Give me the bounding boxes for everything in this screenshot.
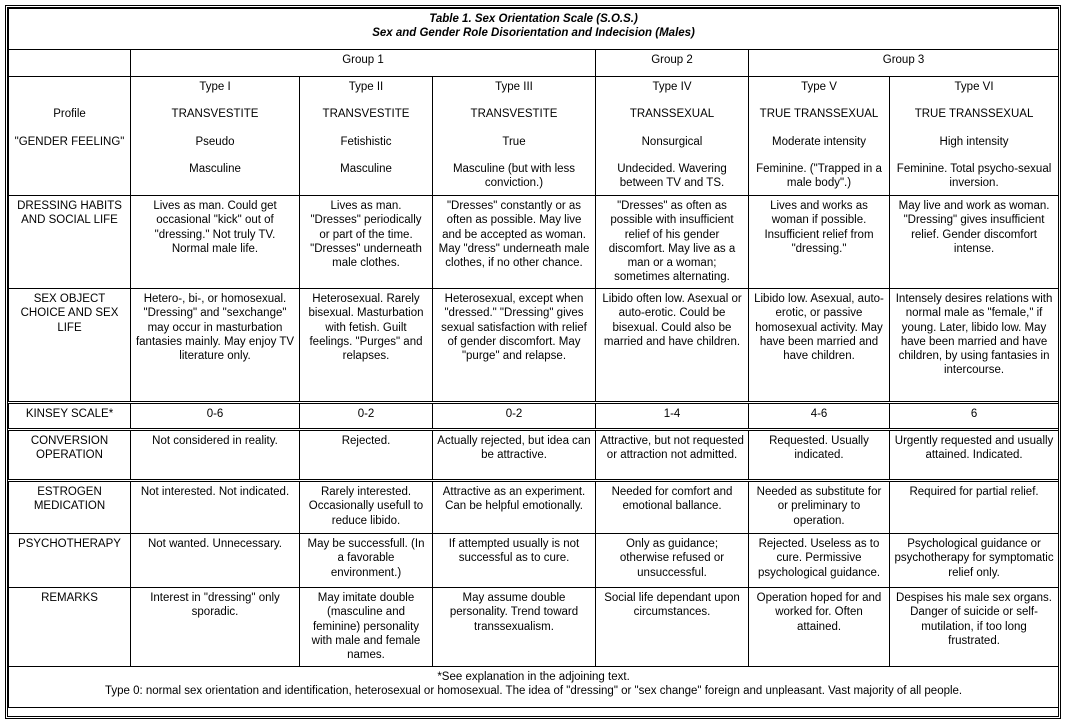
cell-estrogen-type-3: Attractive as an experiment. Can be helpful emotionally. — [433, 481, 596, 534]
profile-cell-type-1 — [131, 77, 300, 196]
cell-dressing-type-6: May live and work as woman. "Dressing" gives insufficient relief. Gender discomfort intense. — [890, 196, 1059, 289]
cell-kinsey-type-6: 6 — [890, 403, 1059, 430]
type-category: TRUE TRANSSEXUAL — [759, 108, 879, 121]
cell-sexobj-type-5: Libido low. Asexual, auto-erotic, or passive homosexual activity. May have been married and have children. — [749, 289, 890, 403]
type-name: Type III — [495, 81, 533, 93]
group-2-header: Group 2 — [596, 50, 749, 77]
cell-kinsey-type-2: 0-2 — [300, 403, 433, 430]
profile-label-line2: "GENDER FEELING" — [14, 136, 125, 149]
type-category: TRANSVESTITE — [470, 108, 558, 121]
profile-label-line1: Profile — [53, 108, 86, 120]
cell-remarks-type-2: May imitate double (masculine and feminine) personality with male and female names. — [300, 588, 433, 667]
profile-cell-type-6 — [890, 77, 1059, 196]
type-name: Type I — [199, 81, 231, 93]
row-label-profile — [9, 77, 131, 196]
type-subtype: True — [502, 135, 526, 148]
cell-dressing-type-1: Lives as man. Could get occasional "kick" out of "dressing." Not truly TV. Normal male life. — [131, 196, 300, 289]
type-category: TRANSVESTITE — [322, 108, 410, 121]
row-label-dressing-habits: DRESSING HABITS AND SOCIAL LIFE — [9, 196, 131, 289]
row-label-remarks: REMARKS — [9, 588, 131, 667]
cell-kinsey-type-3: 0-2 — [433, 403, 596, 430]
type-description: Masculine — [340, 162, 392, 175]
footnote-line-2: Type 0: normal sex orientation and identification, heterosexual or homosexual. The idea of "dressing" or "sex change" foreign and unpleasant. Vast majority of all people. — [104, 685, 963, 698]
footnote-line-1: *See explanation in the adjoining text. — [437, 671, 630, 683]
type-subtype: Moderate intensity — [772, 135, 866, 148]
table-row-sex-object — [9, 289, 1059, 403]
cell-sexobj-type-2: Heterosexual. Rarely bisexual. Masturbation with fetish. Guilt feelings. "Purges" and relapses. — [300, 289, 433, 403]
table-outer-frame — [5, 5, 1061, 719]
type-description: Undecided. Wavering between TV and TS. — [617, 162, 727, 189]
type-description: Masculine (but with less conviction.) — [452, 162, 576, 189]
cell-estrogen-type-5: Needed as substitute for or preliminary to operation. — [749, 481, 890, 534]
cell-remarks-type-6: Despises his male sex organs. Danger of suicide or self-mutilation, if too long frustrated. — [890, 588, 1059, 667]
cell-remarks-type-1: Interest in "dressing" only sporadic. — [131, 588, 300, 667]
cell-psycho-type-5: Rejected. Useless as to cure. Permissive psychological guidance. — [749, 534, 890, 588]
table-title — [9, 9, 1059, 50]
type-description: Feminine. Total psycho-sexual inversion. — [896, 162, 1052, 189]
cell-kinsey-type-5: 4-6 — [749, 403, 890, 430]
group-header-row — [9, 50, 1059, 77]
type-name: Type VI — [954, 81, 994, 93]
profile-cell-type-5 — [749, 77, 890, 196]
type-description: Masculine — [189, 162, 241, 175]
type-category: TRANSSEXUAL — [629, 108, 715, 121]
profile-cell-type-3 — [433, 77, 596, 196]
type-subtype: Pseudo — [195, 135, 235, 148]
cell-kinsey-type-1: 0-6 — [131, 403, 300, 430]
cell-estrogen-type-2: Rarely interested. Occasionally usefull to reduce libido. — [300, 481, 433, 534]
type-category: TRANSVESTITE — [171, 108, 259, 121]
cell-estrogen-type-1: Not interested. Not indicated. — [131, 481, 300, 534]
cell-remarks-type-3: May assume double personality. Trend toward transsexualism. — [433, 588, 596, 667]
type-category: TRUE TRANSSEXUAL — [914, 108, 1034, 121]
cell-psycho-type-4: Only as guidance; otherwise refused or unsuccessful. — [596, 534, 749, 588]
table-row-kinsey-scale — [9, 403, 1059, 430]
type-name: Type II — [348, 81, 384, 93]
cell-remarks-type-5: Operation hoped for and worked for. Often attained. — [749, 588, 890, 667]
cell-kinsey-type-4: 1-4 — [596, 403, 749, 430]
sos-table — [8, 8, 1059, 708]
footnote-row — [9, 667, 1059, 708]
cell-conversion-type-5: Requested. Usually indicated. — [749, 430, 890, 481]
cell-dressing-type-4: "Dresses" as often as possible with insufficient relief of his gender discomfort. May live as a man or a woman; sometimes alternating. — [596, 196, 749, 289]
cell-conversion-type-1: Not considered in reality. — [131, 430, 300, 481]
cell-dressing-type-3: "Dresses" constantly or as often as possible. May live and be accepted as woman. May "dress" underneath male clothes, if no other chance. — [433, 196, 596, 289]
type-name: Type IV — [652, 81, 692, 93]
type-subtype: High intensity — [939, 135, 1009, 148]
type-description: Feminine. ("Trapped in a male body".) — [756, 162, 882, 189]
row-label-psychotherapy: PSYCHOTHERAPY — [9, 534, 131, 588]
cell-estrogen-type-6: Required for partial relief. — [890, 481, 1059, 534]
type-subtype: Nonsurgical — [641, 135, 703, 148]
cell-dressing-type-2: Lives as man. "Dresses" periodically or part of the time. "Dresses" underneath male clothes. — [300, 196, 433, 289]
cell-sexobj-type-1: Hetero-, bi-, or homosexual. "Dressing" and "sexchange" may occur in masturbation fantasies mainly. May enjoy TV literature only. — [131, 289, 300, 403]
profile-cell-type-2 — [300, 77, 433, 196]
group-header-spacer — [9, 50, 131, 77]
group-3-header: Group 3 — [749, 50, 1059, 77]
cell-remarks-type-4: Social life dependant upon circumstances. — [596, 588, 749, 667]
cell-sexobj-type-3: Heterosexual, except when "dressed." "Dressing" gives sexual satisfaction with relief of gender discomfort. May "purge" and relapse. — [433, 289, 596, 403]
type-name: Type V — [801, 81, 837, 93]
row-label-estrogen-medication: ESTROGEN MEDICATION — [9, 481, 131, 534]
profile-cell-type-4 — [596, 77, 749, 196]
cell-conversion-type-3: Actually rejected, but idea can be attractive. — [433, 430, 596, 481]
cell-sexobj-type-4: Libido often low. Asexual or auto-erotic. Could be bisexual. Could also be married and have children. — [596, 289, 749, 403]
cell-conversion-type-6: Urgently requested and usually attained. Indicated. — [890, 430, 1059, 481]
table-row-conversion-operation — [9, 430, 1059, 481]
title-row — [9, 9, 1059, 50]
table-title-line1: Table 1. Sex Orientation Scale (S.O.S.) — [429, 13, 638, 25]
type-subtype: Fetishistic — [340, 135, 392, 148]
table-row-estrogen-medication — [9, 481, 1059, 534]
row-label-kinsey-scale: KINSEY SCALE* — [9, 403, 131, 430]
cell-psycho-type-2: May be successfull. (In a favorable environment.) — [300, 534, 433, 588]
profile-row — [9, 77, 1059, 196]
row-label-sex-object: SEX OBJECT CHOICE AND SEX LIFE — [9, 289, 131, 403]
cell-estrogen-type-4: Needed for comfort and emotional ballance. — [596, 481, 749, 534]
row-label-conversion-operation: CONVERSION OPERATION — [9, 430, 131, 481]
table-row-remarks — [9, 588, 1059, 667]
table-row-psychotherapy — [9, 534, 1059, 588]
cell-conversion-type-2: Rejected. — [300, 430, 433, 481]
cell-psycho-type-6: Psychological guidance or psychotherapy for symptomatic relief only. — [890, 534, 1059, 588]
table-row-dressing-habits — [9, 196, 1059, 289]
footnote-block — [9, 667, 1059, 708]
cell-psycho-type-3: If attempted usually is not successful as to cure. — [433, 534, 596, 588]
group-1-header: Group 1 — [131, 50, 596, 77]
cell-sexobj-type-6: Intensely desires relations with normal male as "female," if young. Later, libido low. May have been married and have children, by using fantasies in intercourse. — [890, 289, 1059, 403]
table-title-line2: Sex and Gender Role Disorientation and Indecision (Males) — [372, 27, 695, 40]
cell-dressing-type-5: Lives and works as woman if possible. Insufficient relief from "dressing." — [749, 196, 890, 289]
cell-conversion-type-4: Attractive, but not requested or attraction not admitted. — [596, 430, 749, 481]
cell-psycho-type-1: Not wanted. Unnecessary. — [131, 534, 300, 588]
